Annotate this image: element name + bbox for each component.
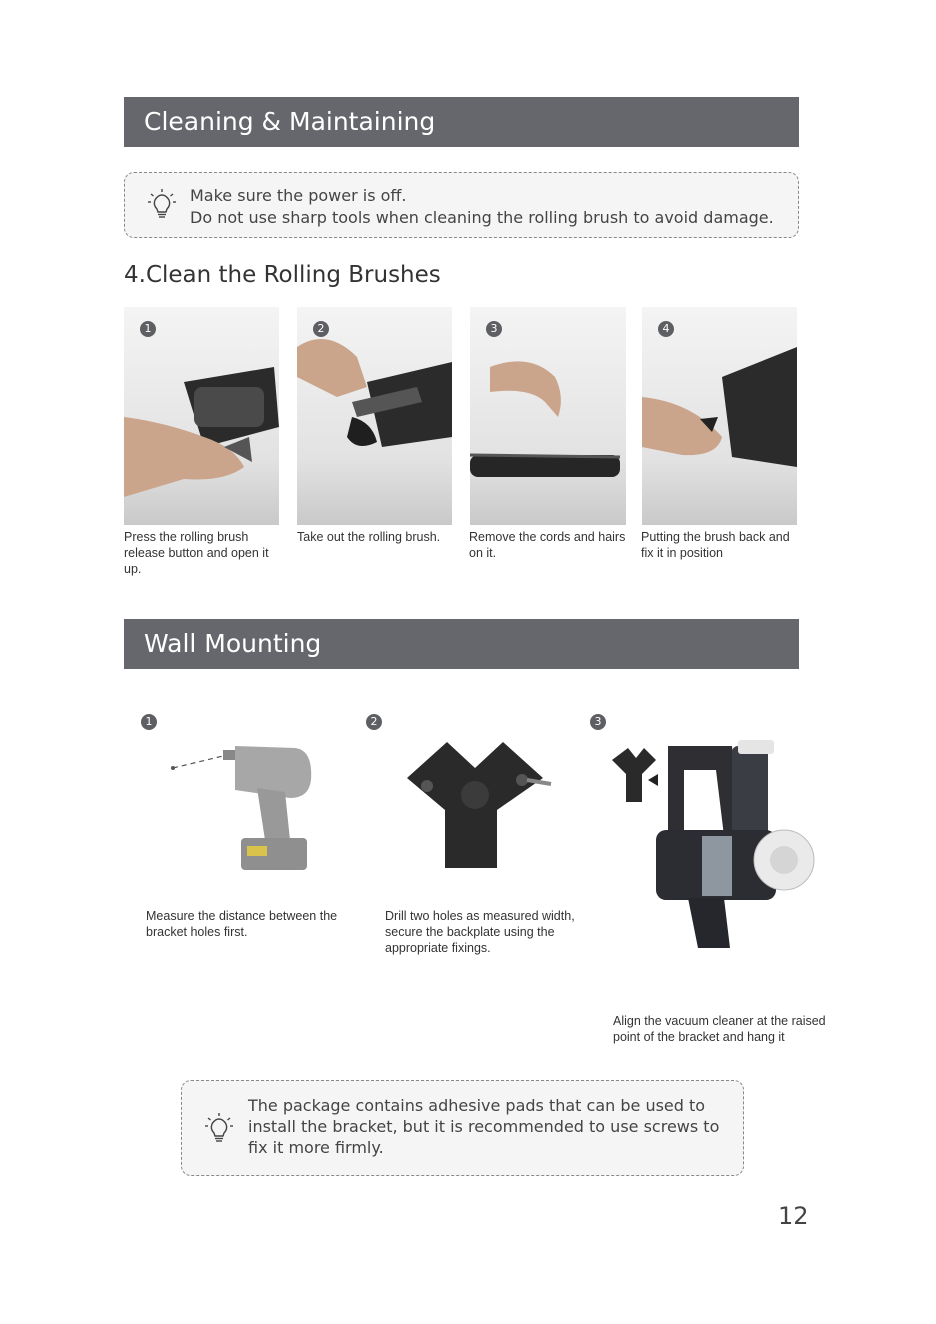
brush-step-1-photo (124, 307, 279, 525)
page-number: 12 (778, 1202, 809, 1230)
step-badge: 1 (140, 321, 156, 337)
step-badge: 1 (141, 714, 157, 730)
section-title: Wall Mounting (144, 629, 322, 658)
bracket-illustration (405, 740, 555, 870)
brush-step-2-caption: Take out the rolling brush. (297, 530, 441, 544)
step-badge: 4 (658, 321, 674, 337)
brush-step-2-photo (297, 307, 452, 525)
vacuum-mounted-illustration (612, 740, 817, 955)
notice-line-1: Make sure the power is off. (190, 186, 407, 205)
brush-release-illustration (124, 307, 279, 525)
remove-brush-illustration (297, 307, 452, 525)
adhesive-pads-notice (181, 1080, 744, 1176)
remove-hair-illustration (470, 307, 626, 525)
lightbulb-icon (147, 189, 177, 223)
step-badge: 2 (366, 714, 382, 730)
brush-step-3-caption: Remove the cords and hairs on it. (469, 530, 626, 560)
wall-mounting-banner (124, 619, 799, 669)
cleaning-maintaining-banner (124, 97, 799, 147)
brush-step-4-photo (642, 307, 797, 525)
step-badge: 2 (313, 321, 329, 337)
notice-text: The package contains adhesive pads that can be used to install the bracket, but it is recommended to use screws to fix it more firmly. (248, 1096, 720, 1157)
clean-rolling-brushes-heading: 4.Clean the Rolling Brushes (124, 262, 441, 288)
brush-step-3-photo (470, 307, 626, 525)
drill-illustration (165, 740, 315, 875)
wall-step-3-caption: Align the vacuum cleaner at the raised point of the bracket and hang it (613, 1014, 826, 1044)
wall-step-1-caption: Measure the distance between the bracket holes first. (146, 909, 338, 939)
refit-brush-illustration (642, 307, 797, 525)
power-off-notice (124, 172, 799, 238)
brush-step-4-caption: Putting the brush back and fix it in position (641, 530, 790, 560)
step-badge: 3 (590, 714, 606, 730)
brush-step-1-caption: Press the rolling brush release button and open it up. (124, 530, 269, 576)
section-title: Cleaning & Maintaining (144, 107, 436, 136)
wall-step-2-caption: Drill two holes as measured width, secure the backplate using the appropriate fixings. (385, 909, 575, 955)
lightbulb-icon (204, 1113, 234, 1147)
step-badge: 3 (486, 321, 502, 337)
notice-line-2: Do not use sharp tools when cleaning the rolling brush to avoid damage. (190, 208, 774, 227)
